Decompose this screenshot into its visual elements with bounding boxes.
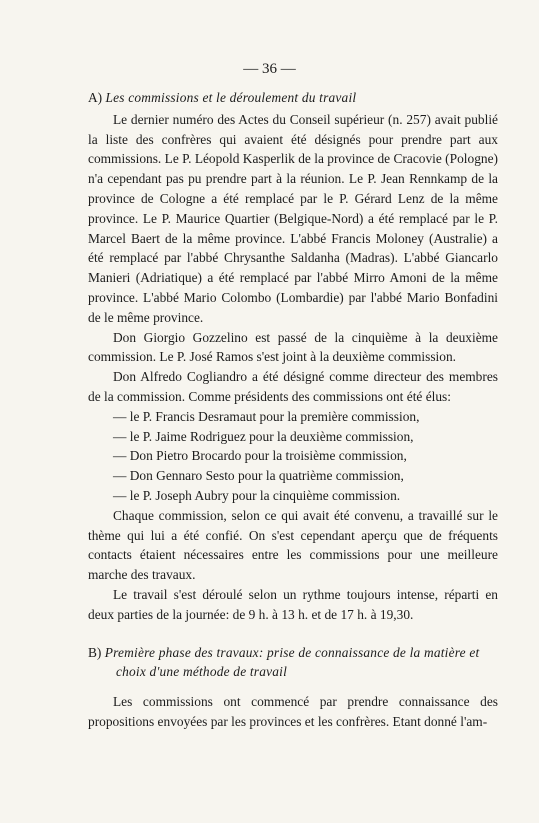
section-b-heading <box>88 643 498 683</box>
section-spacer <box>88 684 498 692</box>
section-a-paragraph: Le dernier numéro des Actes du Conseil supérieur (n. 257) avait publié la liste des confrères qui avaient été désignés pour prendre part aux commissions. Le P. Léopold Kasperlik de la province de Cracovie (Pologne) n'a cependant pas pu prendre part à la réunion. Le P. Jean Rennkamp de la province de Cologne a été remplacé par le P. Gérard Lenz de la même province. Le P. Maurice Quartier (Belgique-Nord) a été remplacé par le P. Marcel Baert de la même province. L'abbé Francis Moloney (Australie) a été remplacé par l'abbé Chrysanthe Saldanha (Madras). L'abbé Giancarlo Manieri (Adriatique) a été remplacé par l'abbé Mirro Amoni de la même province. L'abbé Mario Colombo (Lombardie) par l'abbé Mario Bonfadini de le même province. <box>88 111 498 325</box>
section-spacer <box>88 625 498 643</box>
president-item: — Don Gennaro Sesto pour la quatrième commission, <box>113 468 404 484</box>
president-item: — Don Pietro Brocardo pour la troisième commission, <box>113 448 407 464</box>
section-a-letter: A) <box>88 90 103 105</box>
section-a-paragraph: Don Alfredo Cogliandro a été désigné comme directeur des membres de la commission. Comme présidents des commissions ont été élus: <box>88 369 498 404</box>
section-a-title: Les commissions et le déroulement du travail <box>105 90 357 105</box>
section-b-title: Première phase des travaux: prise de connaissance de la matière et choix d'une méthode de travail <box>104 644 480 680</box>
section-b-paragraph: Les commissions ont commencé par prendre connaissance des propositions envoyées par les provinces et les confrères. Etant donné l'am- <box>88 694 498 729</box>
section-a-paragraph: Don Giorgio Gozzelino est passé de la cinquième à la deuxième commission. Le P. José Ramos s'est joint à la deuxième commission. <box>88 329 498 365</box>
page-content <box>88 88 498 732</box>
section-b-letter: B) <box>88 644 102 660</box>
president-item: — le P. Jaime Rodriguez pour la deuxième commission, <box>113 428 414 444</box>
president-item: — le P. Francis Desramaut pour la première commission, <box>113 408 420 424</box>
section-a-heading <box>88 88 498 108</box>
section-a-paragraph: Chaque commission, selon ce qui avait été convenu, a travaillé sur le thème qui lui a été confié. On s'est cependant aperçu que de fréquents contacts étaient nécessaires entre les commissions pour une meilleure marche des travaux. <box>88 507 498 583</box>
president-item: — le P. Joseph Aubry pour la cinquième commission. <box>113 487 401 503</box>
page-number: — 36 — <box>243 61 296 77</box>
presidents-list <box>88 407 498 506</box>
section-a-paragraph: Le travail s'est déroulé selon un rythme toujours intense, réparti en deux parties de la journée: de 9 h. à 13 h. et de 17 h. à 19,30. <box>88 586 498 622</box>
